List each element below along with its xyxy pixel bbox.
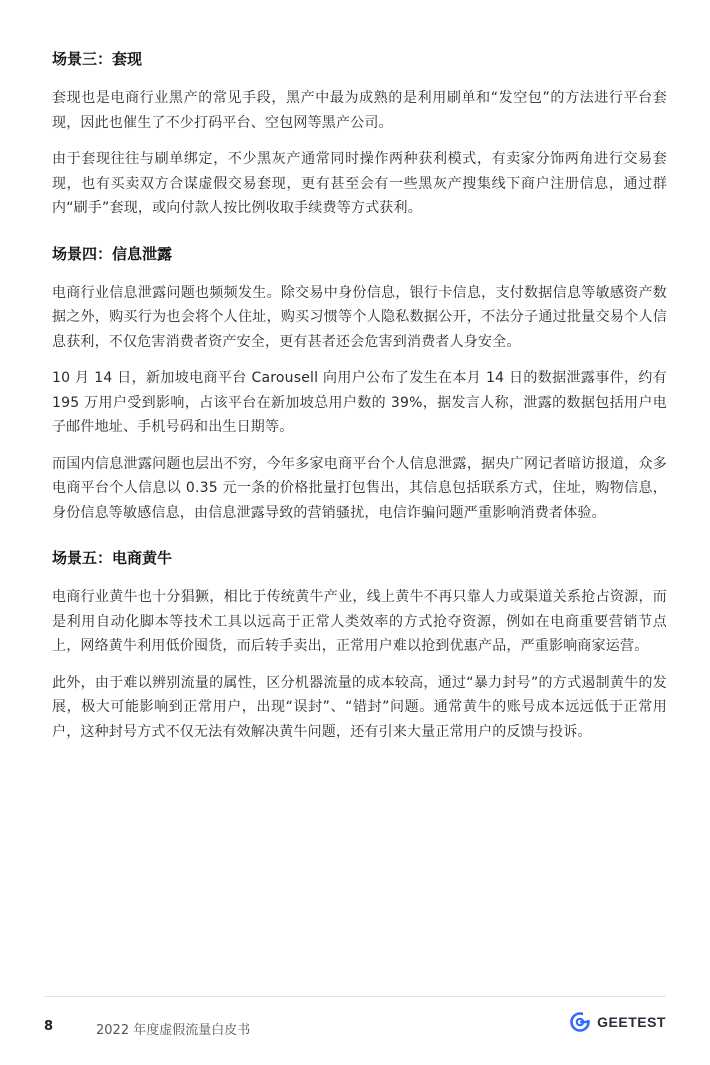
brand-logo bbox=[569, 1011, 666, 1033]
document-body bbox=[52, 48, 667, 766]
section-title: 场景五：电商黄牛 bbox=[52, 549, 173, 567]
paragraph: 套现也是电商行业黑产的常见手段，黑产中最为成熟的是利用刷单和“发空包”的方法进行平台套现，因此也催生了不少打码平台、空包网等黑产公司。 bbox=[52, 90, 667, 131]
paragraph: 电商行业黄牛也十分猖獗，相比于传统黄牛产业，线上黄牛不再只靠人力或渠道关系抢占资源，而是利用自动化脚本等技术工具以远高于正常人类效率的方式抢夺资源，例如在电商重要营销节点上，网络黄牛利用低价囤货，而后转手卖出，正常用户难以抢到优惠产品，严重影响商家运营。 bbox=[52, 589, 667, 654]
paragraph: 10 月 14 日，新加坡电商平台 Carousell 向用户公布了发生在本月 14 日的数据泄露事件，约有 195 万用户受到影响，占该平台在新加坡总用户数的 39%，据发言人称，泄露的数据包括用户电子邮件地址、手机号码和出生日期等。 bbox=[52, 370, 667, 435]
section-title: 场景三：套现 bbox=[52, 50, 143, 68]
document-title: 2022 年度虚假流量白皮书 bbox=[96, 1023, 251, 1038]
page-footer bbox=[44, 996, 666, 1065]
geetest-logo-icon bbox=[569, 1011, 591, 1033]
page-number: 8 bbox=[44, 1019, 54, 1034]
section-title: 场景四：信息泄露 bbox=[52, 244, 173, 263]
paragraph: 此外，由于难以辨别流量的属性，区分机器流量的成本较高，通过“暴力封号”的方式遏制黄牛的发展，极大可能影响到正常用户，出现“误封”、“错封”问题。通常黄牛的账号成本远远低于正常用户，这种封号方式不仅无法有效解决黄牛问题，还有引来大量正常用户的反馈与投诉。 bbox=[52, 674, 667, 740]
paragraph: 由于套现往往与刷单绑定，不少黑灰产通常同时操作两种获利模式，有卖家分饰两角进行交易套现，也有买卖双方合谋虚假交易套现，更有甚至会有一些黑灰产搜集线下商户注册信息，通过群内“刷手”套现，或向付款人按比例收取手续费等方式获利。 bbox=[52, 151, 667, 216]
section-info-leak bbox=[52, 243, 667, 526]
brand-name: GEETEST bbox=[597, 1014, 666, 1030]
section-scalpers bbox=[52, 547, 667, 744]
paragraph: 电商行业信息泄露问题也频频发生。除交易中身份信息，银行卡信息，支付数据信息等敏感资产数据之外，购买行为也会将个人住址，购买习惯等个人隐私数据公开，不法分子通过批量交易个人信息获利，不仅危害消费者资产安全，更有甚者还会危害到消费者人身安全。 bbox=[52, 284, 667, 350]
section-cashout bbox=[52, 48, 667, 221]
paragraph: 而国内信息泄露问题也层出不穷，今年多家电商平台个人信息泄露，据央广网记者暗访报道，众多电商平台个人信息以 0.35 元一条的价格批量打包售出，其信息包括联系方式，住址，购物信息，身份信息等敏感信息，由信息泄露导致的营销骚扰，电信诈骗问题严重影响消费者体验。 bbox=[52, 455, 667, 521]
